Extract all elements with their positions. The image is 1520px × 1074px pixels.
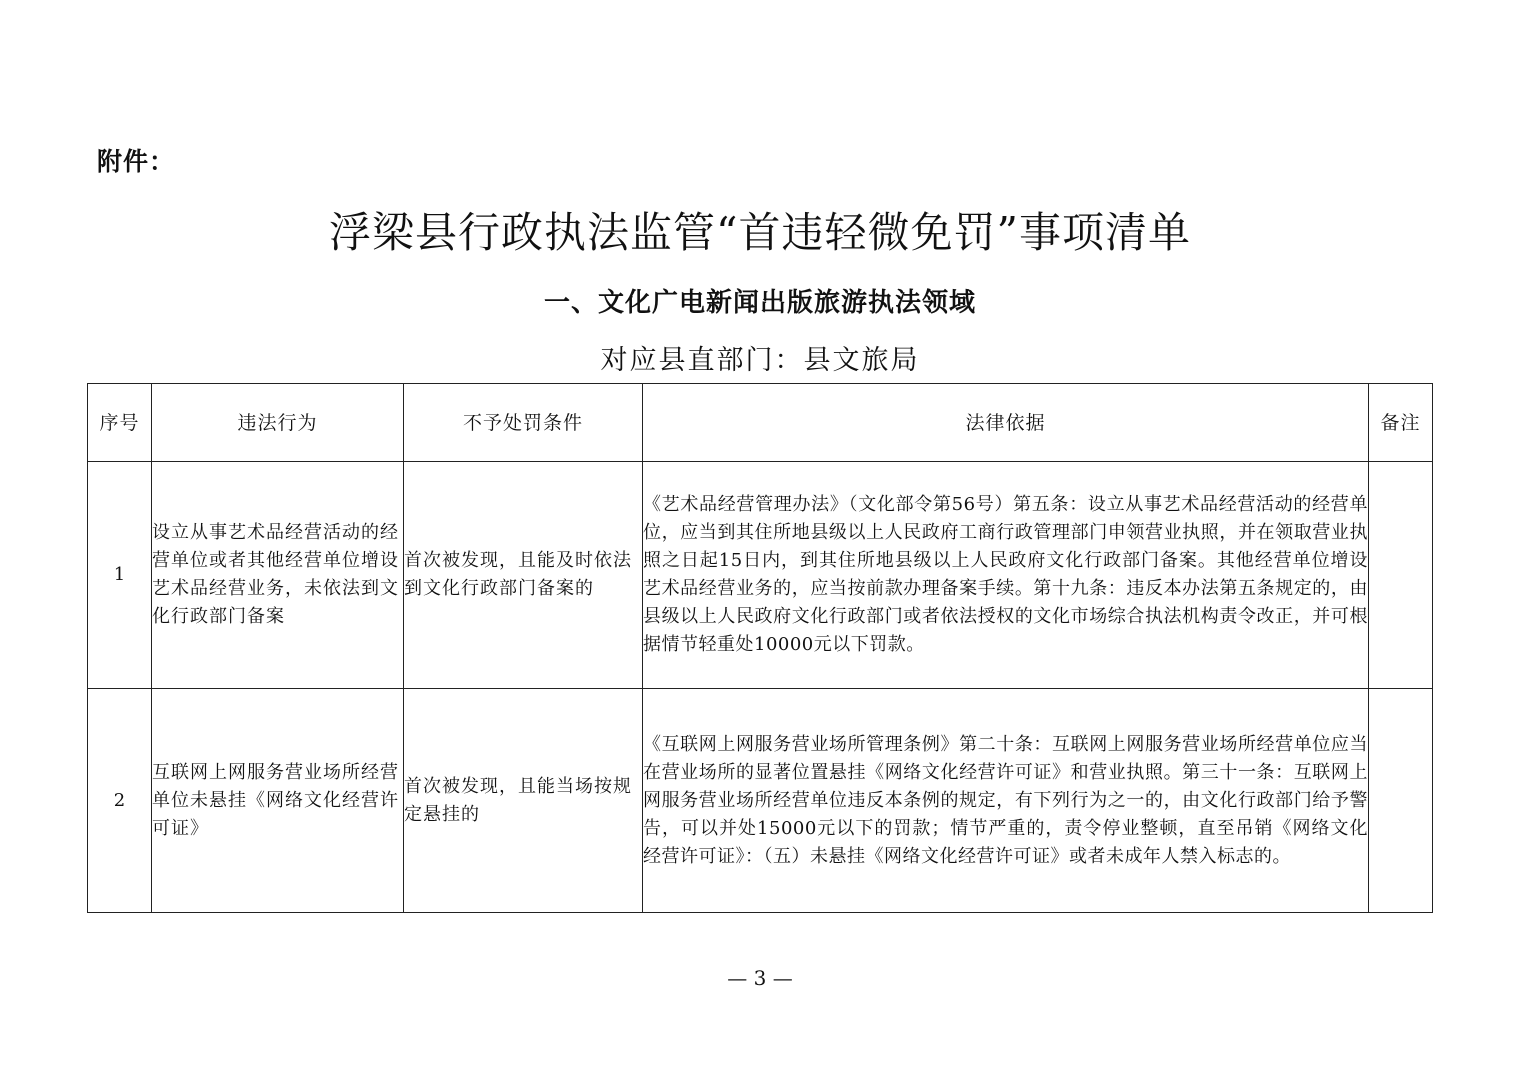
row-condition: 首次被发现，且能及时依法到文化行政部门备案的 xyxy=(404,462,643,689)
row-legal-basis: 《艺术品经营管理办法》（文化部令第56号）第五条：设立从事艺术品经营活动的经营单位，应当到其住所地县级以上人民政府工商行政管理部门申领营业执照，并在领取营业执照之日起15日内，到其住所地县级以上人民政府文化行政部门备案。其他经营单位增设艺术品经营业务的，应当按前款办理备案手续。第十九条：违反本办法第五条规定的，由县级以上人民政府文化行政部门或者依法授权的文化市场综合执法机构责令改正，并可根据情节轻重处10000元以下罚款。 xyxy=(643,462,1369,689)
header-remark: 备注 xyxy=(1369,384,1433,462)
row-violation: 设立从事艺术品经营活动的经营单位或者其他经营单位增设艺术品经营业务，未依法到文化行政部门备案 xyxy=(152,462,404,689)
header-index: 序号 xyxy=(88,384,152,462)
table-row xyxy=(88,689,1433,913)
row-index: 1 xyxy=(88,462,152,689)
matters-table xyxy=(87,383,1433,913)
row-legal-basis: 《互联网上网服务营业场所管理条例》第二十条：互联网上网服务营业场所经营单位应当在营业场所的显著位置悬挂《网络文化经营许可证》和营业执照。第三十一条：互联网上网服务营业场所经营单位违反本条例的规定，有下列行为之一的，由文化行政部门给予警告，可以并处15000元以下的罚款；情节严重的，责令停业整顿，直至吊销《网络文化经营许可证》：（五）未悬挂《网络文化经营许可证》或者未成年人禁入标志的。 xyxy=(643,689,1369,913)
row-index: 2 xyxy=(88,689,152,913)
row-remark xyxy=(1369,689,1433,913)
document-title: 浮梁县行政执法监管“首违轻微免罚”事项清单 xyxy=(329,208,1191,257)
header-condition: 不予处罚条件 xyxy=(404,384,643,462)
row-condition: 首次被发现，且能当场按规定悬挂的 xyxy=(404,689,643,913)
section-title: 一、文化广电新闻出版旅游执法领域 xyxy=(543,288,976,318)
department-line: 对应县直部门：县文旅局 xyxy=(600,345,920,376)
header-legal-basis: 法律依据 xyxy=(643,384,1369,462)
table-header-row xyxy=(88,384,1433,462)
page-number: — 3 — xyxy=(727,966,793,990)
attachment-label: 附件： xyxy=(97,147,176,176)
table-row xyxy=(88,462,1433,689)
header-violation: 违法行为 xyxy=(152,384,404,462)
row-remark xyxy=(1369,462,1433,689)
row-violation: 互联网上网服务营业场所经营单位未悬挂《网络文化经营许可证》 xyxy=(152,689,404,913)
